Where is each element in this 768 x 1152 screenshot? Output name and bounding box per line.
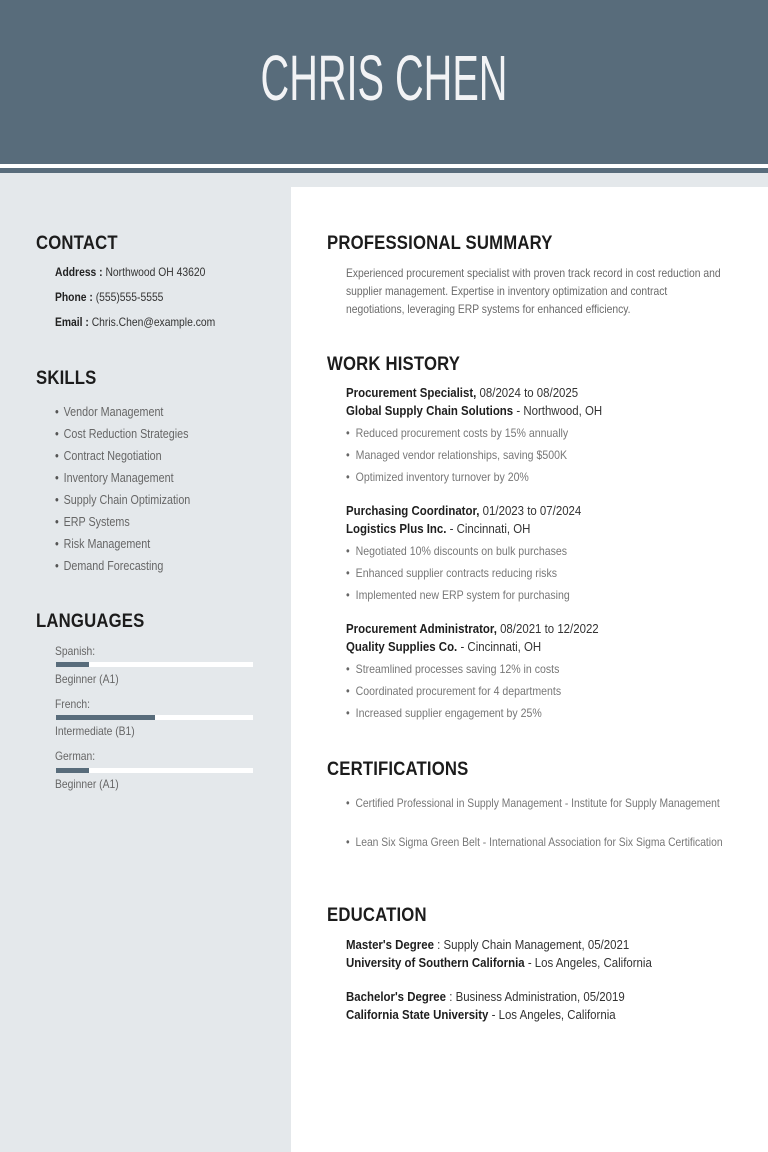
skill-item [55,449,162,463]
degree-field: : Business Administration, 05/2019 [449,989,625,1004]
degree-field: : Supply Chain Management, 05/2021 [437,937,630,952]
school-location: - Los Angeles, California [491,1007,616,1022]
bullet-icon: • [346,662,350,676]
skill-item [55,493,190,507]
bullet-icon: • [346,835,350,849]
job-dates: 01/2023 to 07/2024 [482,503,582,518]
skill-label: Vendor Management [63,405,164,419]
job-location: - Northwood, OH [516,403,603,418]
language-level: Intermediate (B1) [55,724,135,738]
school-line [346,1007,616,1022]
bullet-icon: • [346,588,350,602]
language-level: Beginner (A1) [55,777,119,791]
job-location: - Cincinnati, OH [460,639,542,654]
certification-item [346,795,724,813]
job-bullet [346,684,561,698]
language-proficiency-bar [56,768,253,773]
certification-text: Lean Six Sigma Green Belt - International Association for Six Sigma Certification [355,835,723,849]
job-title-line [346,503,581,518]
bullet-icon: • [346,706,350,720]
bullet-icon: • [55,493,59,507]
contact-heading: CONTACT [36,233,118,254]
contact-phone [55,290,163,304]
job-title-line [346,385,578,400]
skill-label: Contract Negotiation [63,449,162,463]
degree-line [346,937,629,952]
address-value: Northwood OH 43620 [105,265,206,279]
job-bullet [346,566,557,580]
bullet-icon: • [55,537,59,551]
bullet-text: Streamlined processes saving 12% in costs [355,662,560,676]
certifications-heading: CERTIFICATIONS [327,759,469,780]
bullet-text: Implemented new ERP system for purchasing [355,588,570,602]
job-company: Global Supply Chain Solutions [346,403,514,418]
skill-label: Inventory Management [63,471,174,485]
header-banner [0,0,768,164]
contact-address [55,265,205,279]
work-history-heading: WORK HISTORY [327,354,461,375]
candidate-name: CHRIS CHEN [260,42,508,114]
bullet-icon: • [55,559,59,573]
bullet-icon: • [55,427,59,441]
school: University of Southern California [346,955,525,970]
skill-label: Cost Reduction Strategies [63,427,189,441]
bullet-icon: • [346,684,350,698]
job-bullet [346,448,567,462]
degree: Master's Degree [346,937,434,952]
summary-text: Experienced procurement specialist with proven track record in cost reduction and supplier management. Expertise in inventory optimization and contract negotiations, leveraging ERP systems for enhanced efficiency. [346,266,721,316]
job-title: Procurement Specialist, [346,385,477,400]
bullet-text: Managed vendor relationships, saving $500K [355,448,568,462]
bullet-text: Optimized inventory turnover by 20% [355,470,529,484]
skill-item [55,537,150,551]
phone-value[interactable]: (555)555-5555 [95,290,164,304]
school-line [346,955,652,970]
bullet-text: Enhanced supplier contracts reducing risks [355,566,558,580]
phone-label: Phone : [55,290,93,304]
degree: Bachelor's Degree [346,989,447,1004]
skill-label: Risk Management [63,537,151,551]
proficiency-fill [56,715,155,720]
skill-item [55,405,163,419]
school: California State University [346,1007,489,1022]
education-heading: EDUCATION [327,905,427,926]
job-bullet [346,544,567,558]
job-dates: 08/2021 to 12/2022 [500,621,599,636]
bullet-icon: • [346,470,350,484]
job-company-line [346,403,602,418]
bullet-icon: • [55,449,59,463]
skill-item [55,515,130,529]
email-value[interactable]: Chris.Chen@example.com [91,315,216,329]
job-bullet [346,470,529,484]
job-title-line [346,621,599,636]
skill-item [55,559,163,573]
skill-item [55,427,188,441]
job-location: - Cincinnati, OH [449,521,531,536]
job-title: Procurement Administrator, [346,621,497,636]
address-label: Address : [55,265,103,279]
languages-heading: LANGUAGES [36,611,145,632]
bullet-icon: • [55,405,59,419]
skills-heading: SKILLS [36,368,97,389]
job-company-line [346,521,530,536]
job-dates: 08/2024 to 08/2025 [479,385,579,400]
email-label: Email : [55,315,89,329]
proficiency-fill [56,662,89,667]
skill-label: Demand Forecasting [63,559,164,573]
job-company: Quality Supplies Co. [346,639,458,654]
proficiency-fill [56,768,89,773]
language-level: Beginner (A1) [55,672,119,686]
bullet-icon: • [346,796,350,810]
certification-item [346,834,724,852]
degree-line [346,989,625,1004]
contact-email [55,315,215,329]
language-name: French: [55,697,90,711]
main-top-band [291,173,768,187]
bullet-icon: • [55,515,59,529]
job-title: Purchasing Coordinator, [346,503,480,518]
job-bullet [346,426,568,440]
bullet-icon: • [346,544,350,558]
job-bullet [346,706,542,720]
bullet-icon: • [346,566,350,580]
bullet-icon: • [55,471,59,485]
language-proficiency-bar [56,715,253,720]
skill-label: ERP Systems [63,515,130,529]
certification-text: Certified Professional in Supply Management - Institute for Supply Management [355,796,720,810]
skill-item [55,471,174,485]
bullet-text: Increased supplier engagement by 25% [355,706,542,720]
summary-heading: PROFESSIONAL SUMMARY [327,233,553,254]
school-location: - Los Angeles, California [527,955,652,970]
bullet-icon: • [346,448,350,462]
bullet-icon: • [346,426,350,440]
skill-label: Supply Chain Optimization [63,493,191,507]
job-bullet [346,588,570,602]
bullet-text: Coordinated procurement for 4 departments [355,684,562,698]
job-bullet [346,662,559,676]
language-name: Spanish: [55,644,96,658]
bullet-text: Reduced procurement costs by 15% annually [355,426,569,440]
language-proficiency-bar [56,662,253,667]
job-company: Logistics Plus Inc. [346,521,447,536]
bullet-text: Negotiated 10% discounts on bulk purchases [355,544,568,558]
job-company-line [346,639,541,654]
language-name: German: [55,749,96,763]
